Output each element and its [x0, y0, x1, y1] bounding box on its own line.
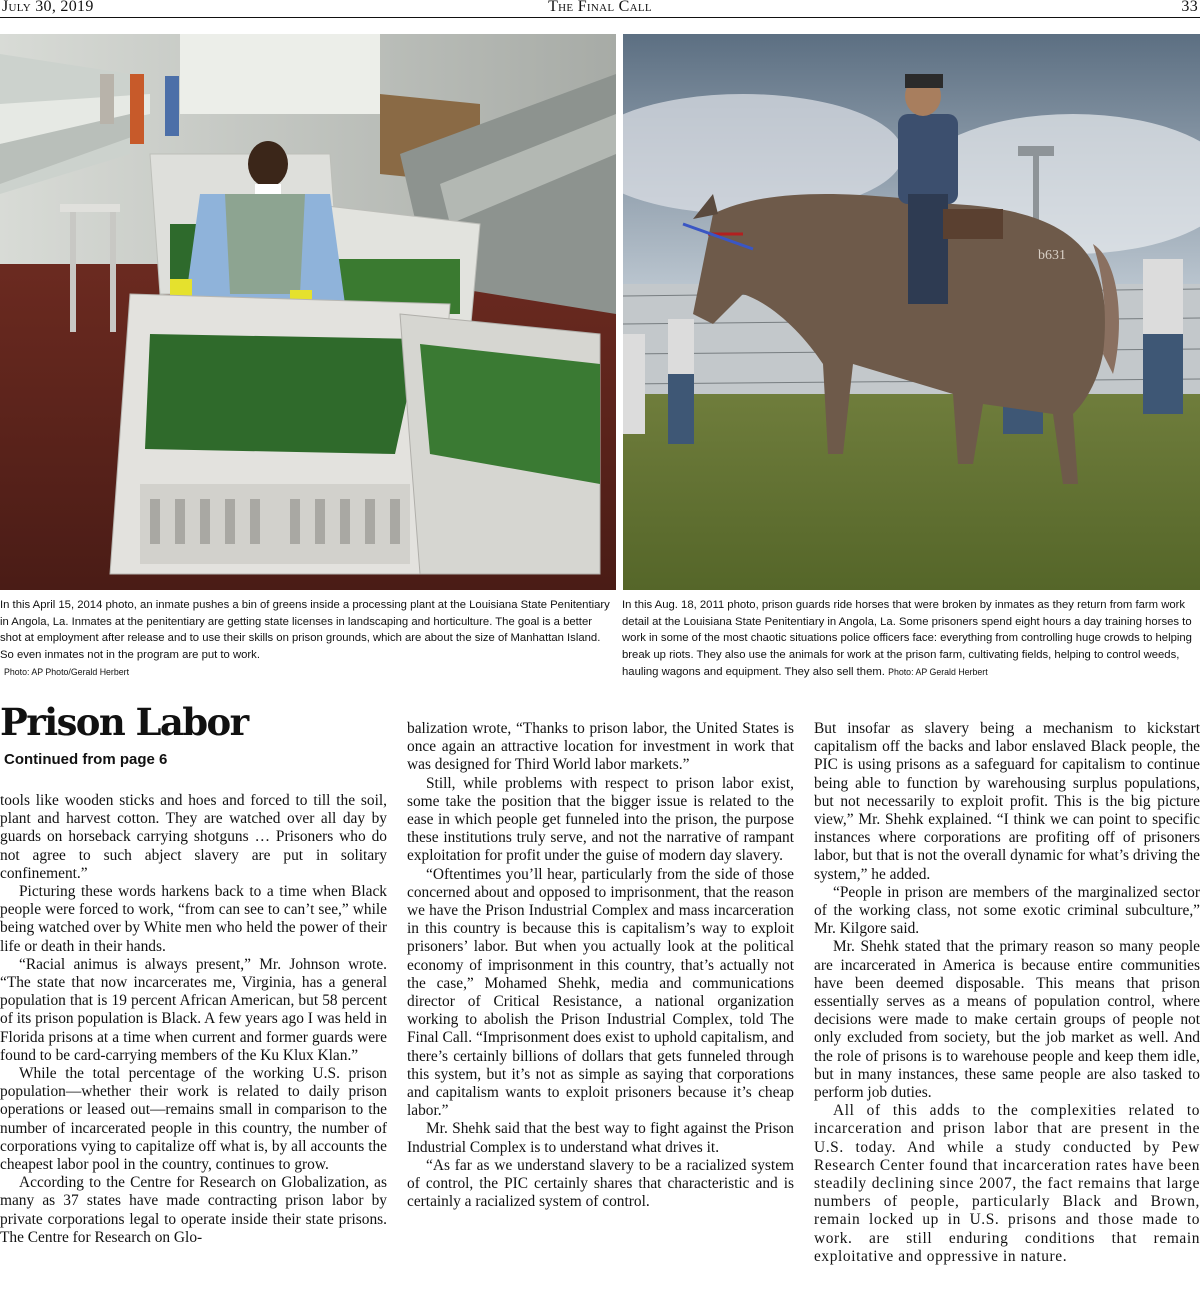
paragraph: But insofar as slavery being a mechanism to kickstart capitalism off the backs and labor enslaved Black people, the PIC is using prisons as a safeguard for capitalism to continue being able to function by warehousing surplus populations, but not necessarily to exploit profit. This is the big picture view,” Mr. Shehk explained. “I think we can point to specific instances where corporations are profiting off of prisoners labor, but that is not the overall dynamic for what’s driving the system,” he added. — [814, 720, 1200, 883]
processing-plant-illustration — [0, 34, 616, 590]
issue-date: July 30, 2019 — [2, 0, 94, 15]
page-number: 33 — [1181, 0, 1198, 15]
paragraph: Mr. Shehk stated that the primary reason so many people are incarcerated in America is because entire communities have been deemed disposable. This means that prison essentially serves as a means of population control, where decisions were made to make certain groups of people not only excluded from society, but the job market as well. And the role of prisons is to warehouse people and keep them idle, but in many instances, these same people are also tasked to perform job duties. — [814, 938, 1200, 1102]
horse-guard-photo — [623, 34, 1200, 590]
publication-name: The Final Call — [548, 0, 652, 15]
article-column-2 — [407, 720, 794, 1211]
paragraph: balization wrote, “Thanks to prison labor, the United States is once again an attractive location for investment in work that was designed for Third World labor markets.” — [407, 720, 794, 774]
horse-brand-marking: b631 — [1038, 248, 1066, 263]
right-caption-text: In this Aug. 18, 2011 photo, prison guards ride horses that were broken by inmates as they return from farm work detail at the Louisiana State Penitentiary in Angola, La. Some prisoners spend eight hours a day training horses to work in some of the most chaotic situations police officers face: everything from controlling huge crowds to helping break up riots. They also use the animals for work at the prison farm, cultivating fields, helping to control weeds, hauling wagons and equipment. They also sell them. — [622, 599, 1192, 678]
paragraph: Still, while problems with respect to prison labor exist, some take the position that the bigger issue is related to the ease in which people get funneled into the prison, the purpose these institutions truly serve, and not the narrative of rampant exploitation for profit under the guise of modern day slavery. — [407, 774, 794, 865]
horse-guard-illustration — [623, 34, 1200, 590]
paragraph: “Racial animus is always present,” Mr. Johnson wrote. “The state that now incarcerates me, Virginia, has a general population that is 19 percent African American, but 58 percent of its prison population is Black. A few years ago I was held in Florida prisons at a time when current and former guards were found to be card-carrying members of the Ku Klux Klan.” — [0, 955, 387, 1064]
article-column-3 — [814, 720, 1200, 1266]
left-photo-caption — [0, 597, 616, 679]
article-column-1 — [0, 792, 387, 1247]
paragraph: “Oftentimes you’ll hear, particularly from the side of those concerned about and opposed to imprisonment, that the reason we have the Prison Industrial Complex and mass incarceration in this country is because this is capitalism’s way to exploit prisoners’ labor. But when you actually look at the political economy of imprisonment in this country, that’s actually not the case,” Mohamed Shehk, media and communications director of Critical Resistance, a national organization working to abolish the Prison Industrial Complex, told The Final Call. “Imprisonment does exist to uphold capitalism, and there’s certainly billions of dollars that gets funneled through this system, but it’s not as simple as saying that corporations and capitalism wants to exploit prisoners because it’s cheap labor.” — [407, 865, 794, 1120]
page-header — [0, 0, 1200, 18]
paragraph: All of this adds to the complexities related to incarceration and prison labor that are present in the U.S. today. And while a study conducted by Pew Research Center found that incarceration rates have been steadily declining since 2007, the fact remains that large numbers of people, particularly Black and Brown, remain locked up in U.S. prisons and those made to work. are still enduring conditions that remain exploitative and oppressive in nature. — [814, 1102, 1200, 1265]
left-caption-text: In this April 15, 2014 photo, an inmate pushes a bin of greens inside a processing plant at the Louisiana State Penitentiary in Angola, La. Inmates at the penitentiary are getting state licenses in landscaping and horticulture. The goal is a better shot at employment after release and to use their skills on prison grounds, which are about the size of Manhattan Island. So even inmates not in the program are put to work. — [0, 599, 610, 662]
paragraph: “People in prison are members of the marginalized sector of the working class, not some exotic criminal subculture,” Mr. Kilgore said. — [814, 883, 1200, 938]
paragraph: Picturing these words harkens back to a time when Black people were forced to work, “from can see to can’t see,” while being watched over by White men who held the power of their life or death in their hands. — [0, 883, 387, 955]
continued-from-label: Continued from page 6 — [4, 751, 168, 768]
processing-plant-photo — [0, 34, 616, 590]
left-photo-credit: Photo: AP Photo/Gerald Herbert — [4, 666, 130, 677]
paragraph: Mr. Shehk said that the best way to fight against the Prison Industrial Complex is to understand what drives it. — [407, 1120, 794, 1156]
paragraph: tools like wooden sticks and hoes and forced to till the soil, plant and harvest cotton. They are watched over all day by guards on horseback carrying shotguns … Prisoners who do not agree to such abject slavery are put in solitary confinement.” — [0, 792, 387, 882]
article-headline: Prison Labor — [0, 700, 248, 744]
paragraph: According to the Centre for Research on Globalization, as many as 37 states have made contracting prison labor by private corporations legal to operate inside their state prisons. The Centre for Research on Glo- — [0, 1174, 387, 1246]
paragraph: While the total percentage of the working U.S. prison population—whether their work is related to daily prison operations or leased out—remains small in comparison to the number of incarcerated people in this country, the number of corporations vying to capitalize off what is, by all accounts the cheapest labor pool in the country, continues to grow. — [0, 1065, 387, 1174]
right-photo-caption — [622, 597, 1200, 681]
paragraph: “As far as we understand slavery to be a racialized system of control, the PIC certainly shares that characteristic and is certainly a racialized system of control. — [407, 1156, 794, 1211]
right-photo-credit: Photo: AP Gerald Herbert — [888, 666, 988, 677]
